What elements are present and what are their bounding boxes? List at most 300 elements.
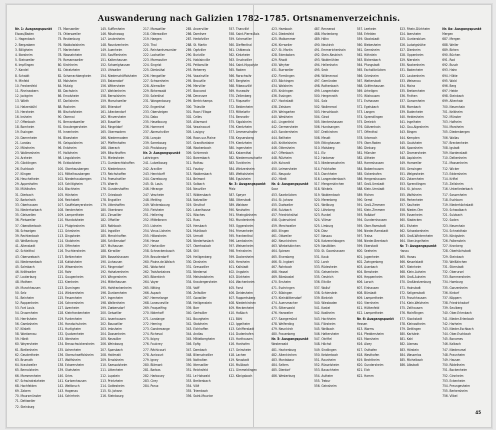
place-entry: 516. Langendernbach [314, 176, 346, 181]
place-entry: 115. Offenheim [57, 244, 81, 249]
place-entry: 463. Wiebelskirchen [271, 244, 301, 249]
section-heading: Nr. 6: Ausgangspunkt [356, 316, 394, 321]
place-entry: 205. Neuwiller [100, 337, 122, 342]
place-entry: 204. Dossenheim [100, 332, 126, 337]
place-entry: 686. Albstadt [399, 363, 419, 368]
place-entry: 24. Arzheim [15, 156, 33, 161]
place-entry: 190. Lixhausen [100, 259, 123, 264]
place-entry: 430. Weyher [271, 63, 290, 68]
place-entry: 662. Schwabenheim [399, 228, 429, 233]
place-entry: 652. Zotzenheim [399, 176, 424, 181]
place-entry: 500. Hergenroth [314, 94, 338, 99]
place-entry: 194. Mittelhausen [100, 280, 127, 285]
place-entry: Hanau [399, 249, 409, 254]
place-entry: 425. Maikammer [271, 37, 296, 42]
place-entry: 510. Molsberg [314, 145, 335, 150]
place-entry: 113. Dingsheim [57, 233, 81, 238]
place-entry: 175. Wœrth [100, 182, 118, 187]
place-entry: 200. Geiswiller [100, 311, 122, 316]
place-entry: 698. Steinbach [442, 94, 464, 99]
place-entry: 592. Klein-Zimmern [356, 208, 386, 213]
place-entry: 607. Einhausen [356, 285, 380, 290]
place-entry: 325. Urmatt [185, 233, 204, 238]
place-entry: 486. Westerburg [271, 373, 296, 378]
place-entry: 649. Horrweiler [399, 161, 422, 166]
place-entry: 679. Dettingen [399, 326, 422, 331]
place-entry: 228. Allenwiller [143, 83, 166, 88]
place-entry: 265. Nitting [143, 285, 161, 290]
place-entry: 208. Hattmatt [100, 352, 121, 357]
place-entry: 650. Gensingen [399, 166, 423, 171]
place-entry: 643. Bingen [399, 130, 417, 135]
place-entry: 173. Reichshoffen [100, 171, 127, 176]
place-entry: 588. Klein-Umstadt [356, 187, 385, 192]
place-entry: 469. Blieskastel [271, 275, 295, 280]
place-entry: 44. Niederseebach [15, 259, 42, 264]
place-entry: 74. Ottersweiler [57, 32, 81, 37]
place-entry: 60. Weyersheim [15, 342, 39, 347]
place-entry: 506. Hundsangen [314, 125, 340, 130]
place-entry: Elsass/Baden [15, 32, 34, 37]
place-entry: 253. Lixheim [143, 223, 162, 228]
place-entry: 246. Hérange [143, 187, 163, 192]
place-entry: 263. Biberkirch [143, 275, 165, 280]
index-column [442, 27, 483, 419]
section-heading: Nr. 4: Ausgangspunkt [271, 182, 309, 187]
place-entry: 137. Wolfisheim [57, 358, 81, 362]
place-entry: 114. Stutzheim [57, 239, 80, 244]
place-entry: 180. Oberbronn [100, 208, 124, 213]
place-entry: 301. Raon l'Etape [185, 109, 212, 114]
place-entry: 220. Thal [143, 42, 157, 47]
place-entry: 456. Sulzbach [271, 208, 292, 213]
place-entry: 177. Griesbach [100, 192, 123, 197]
place-entry: 396. Lambsheim [228, 239, 253, 244]
place-entry: 355. Triembach [185, 389, 208, 394]
place-entry: 282. Harbouey [143, 373, 165, 378]
place-entry: 309. Schirmeck [185, 151, 209, 156]
place-entry: 134. Breuschwickersheim [57, 342, 95, 347]
place-entry: 450. Leimersheim [271, 166, 298, 171]
place-entry: 727. Kronberg [442, 244, 463, 249]
place-entry: 415. Harthausen [228, 337, 253, 342]
place-entry: 501. Salz [314, 99, 328, 104]
place-entry: 91. Bernardsweiler [57, 120, 85, 125]
place-entry: 640. Heidesheim [399, 114, 424, 119]
place-entry: 336. Zellwiller [185, 290, 207, 295]
place-entry: 455. Dudweiler [271, 202, 294, 207]
place-entry: 284. Parux [143, 383, 159, 388]
place-entry: 560. Biebesheim [356, 42, 381, 47]
place-entry: 740. Ober-Erlenbach [442, 311, 472, 316]
place-entry: 14. Hatzenbühl [15, 104, 37, 109]
place-entry: 440. Westheim [271, 114, 293, 119]
place-entry: 140. Gries [57, 373, 73, 378]
place-entry: 288. St. Martin [185, 42, 208, 47]
place-entry: Westerwald [271, 342, 289, 347]
place-entry: 441. Lingenfeld [271, 120, 294, 125]
place-entry: 532. Lorch [314, 259, 330, 264]
place-entry: 593. Roßdorf [356, 213, 376, 218]
place-entry: 608. Bürstadt [356, 290, 377, 295]
place-entry: 520. Merenberg [314, 197, 337, 202]
place-entry: 211. Littenheim [100, 368, 124, 373]
place-entry: 261. Walscheid [143, 264, 165, 269]
place-entry: 234. Dabo [143, 114, 159, 119]
place-entry: 332. Niedernai [185, 270, 207, 275]
place-entry: 167. Pfaffenhofen [100, 140, 126, 145]
place-entry: 101. Mittelhausbergen [57, 171, 91, 176]
place-entry: 575. Dreieich [356, 120, 376, 125]
place-entry: 635. Bretzenheim [399, 89, 426, 94]
place-entry: 557. Leeheim [356, 27, 377, 31]
place-entry: 380. Ingersheim [228, 145, 253, 150]
place-entry: 531. Kaub [314, 254, 329, 259]
place-entry: 136. Oberschaeffolsheim [57, 352, 94, 357]
place-entry: 721. Sulzbach [442, 213, 463, 218]
place-entry: Lothringen [143, 156, 159, 161]
place-entry: 720. Schwalbach [442, 208, 467, 213]
place-entry: 505. Nentershausen [314, 120, 344, 125]
place-entry: 345. Mittelbergheim [185, 337, 215, 342]
place-entry: 559. Stockstadt [356, 37, 380, 42]
place-entry: 161. Alteckendorf [100, 109, 126, 114]
place-entry: 163. Buswiller [100, 120, 121, 125]
place-entry: 746. Kalbach [442, 342, 461, 347]
place-entry: 176. Gundershoffen [100, 187, 129, 192]
place-entry: 485. Dierdorf [271, 368, 291, 373]
place-entry: 522. Löhnberg [314, 208, 335, 213]
place-entry: 747. Niederursel [442, 347, 467, 352]
place-entry: 344. Andlau [185, 332, 204, 337]
place-entry: 435. Knöringen [271, 89, 294, 94]
place-entry: 154. Niederschäffolsheim [100, 73, 138, 78]
place-entry: 702. Münster [442, 114, 462, 119]
place-entry: 398. Freinsheim [228, 249, 252, 254]
place-entry: 57. Kilstett [15, 326, 31, 331]
place-entry: 294. Vaxainville [185, 73, 209, 78]
place-entry: 70. Maursmünster [15, 394, 42, 399]
place-entry: 169. Bitschhoffen [100, 151, 126, 156]
place-entry: 109. Lampertheim [57, 213, 85, 218]
place-entry: 371. Riquewihr [228, 99, 251, 104]
place-entry: 630. Nackenheim [399, 63, 425, 68]
place-entry: 27. Klingen [15, 171, 32, 176]
place-entry: 417. Geinsheim [228, 347, 252, 352]
place-entry: 148. Rountzenheim [100, 42, 129, 47]
place-entry: 317. Wildersbach [185, 192, 211, 197]
place-entry: 244. Garrebourg [143, 176, 167, 181]
place-entry: 39. Rechtenbach [15, 233, 40, 238]
place-entry: 250. Fleisheim [143, 208, 165, 213]
place-entry: 286. Domèvre [185, 32, 207, 37]
place-entry: 178. Engwiller [100, 197, 121, 202]
place-entry: 737. Köppern [442, 295, 462, 300]
place-entry: 668. Klein-Auheim [399, 270, 426, 275]
place-entry: 610. Viernheim [356, 301, 379, 306]
place-entry: 216. Steinbourg [100, 394, 124, 399]
place-entry: 348. Blienschwiller [185, 352, 213, 357]
place-entry: 414. Dudenhofen [228, 332, 254, 337]
place-entry: 327. Oberhaslach [185, 244, 212, 249]
place-entry: 523. Runkel [314, 213, 331, 218]
place-entry: 340. Gertwiller [185, 311, 208, 316]
place-entry: 226. Hengwiller [143, 73, 166, 78]
place-entry: 413. Schifferstadt [228, 326, 255, 331]
place-entry: 156. Wittersheim [100, 83, 126, 88]
place-entry: 483. Montabaur [271, 358, 295, 362]
place-entry: 130. Handschuheim [57, 321, 87, 326]
place-entry: 480. Frauenberg [271, 332, 295, 337]
place-entry: 578. Urberach [356, 135, 378, 140]
place-entry: 481. Hachenburg [271, 347, 297, 352]
place-entry: 210. Saessolsheim [100, 363, 128, 368]
place-entry: 202. Bouxwiller [100, 321, 123, 326]
place-entry: 121. Gougenheim [57, 275, 84, 280]
place-entry: 400. Herxheim [228, 259, 250, 264]
place-entry: 703. Hofheim [442, 120, 462, 125]
place-entry: 291. Hablainville [185, 58, 210, 63]
place-entry: 142. Weitbruch [57, 383, 80, 388]
place-entry: 206. Weinbourg [100, 342, 124, 347]
place-entry: 620. Gundersheim [356, 363, 384, 368]
place-entry: 434. Walsheim [271, 83, 293, 88]
place-entry: 499. Langenhahn [314, 89, 340, 94]
section-heading: Nr. 8a: Ausgangspunkt [442, 27, 482, 31]
place-entry: 561. Gernsheim [356, 47, 380, 52]
place-entry: 96. Entzheim [57, 145, 77, 150]
place-entry: 438. Zeiskam [271, 104, 291, 109]
place-entry: 72. Steinburg [15, 404, 35, 409]
index-column [143, 27, 184, 419]
place-entry: 269. Fraquelfing [143, 306, 167, 311]
place-entry: 191. Ringendorf [100, 264, 124, 269]
place-entry: 513. Niederzeuzheim [314, 161, 345, 166]
place-entry: 271. Landange [143, 316, 165, 321]
place-entry: 373. Mittelwihr [228, 109, 251, 114]
place-entry: 139. Olwisheim [57, 368, 80, 373]
place-entry: 50. Selz [15, 290, 27, 295]
place-entry: 255. Hilbesheim [143, 233, 167, 238]
place-entry: 86. Ernolsheim [57, 94, 80, 99]
place-entry: 209. Ernolsheim [100, 358, 124, 362]
place-entry: 681. Kahl [399, 337, 414, 342]
place-entry: 158. Bernolsheim [100, 94, 126, 99]
place-entry: 701. Kelkheim [442, 109, 463, 114]
place-entry: 515. Dorchheim [314, 171, 338, 176]
place-entry: 411. Böhl [228, 316, 243, 321]
place-entry: 388. Otterstadt [228, 197, 251, 202]
place-entry: 46. Kröttweiler [15, 270, 37, 275]
place-entry: 141. Kurtzenhausen [57, 378, 87, 383]
place-entry: 42. Schleithal [15, 249, 35, 254]
place-entry: 594. Gundernhausen [356, 218, 387, 223]
place-entry: 314. Belmont [185, 176, 206, 181]
place-entry: 352. Le Hohwald [185, 373, 210, 378]
place-entry: 709. Nordenstadt [442, 151, 468, 156]
place-entry: 363. Orschwiller [228, 58, 252, 63]
place-entry: 697. Heide [442, 89, 458, 94]
place-entry: 682. Alzenau [399, 342, 419, 347]
place-entry: 512. Hadamar [314, 156, 335, 161]
place-entry: 391. Rheingönheim [228, 213, 257, 218]
place-entry: 632. Laubenheim [399, 73, 425, 78]
place-entry: 529. Nastätten [314, 244, 336, 249]
place-entry: 646. Sponsheim [399, 145, 423, 150]
place-entry: 75. Reutenburg [57, 37, 80, 42]
place-entry: 193. Wingersheim [100, 275, 127, 280]
place-entry: 739. Seulberg [442, 306, 463, 311]
place-entry: 752. Ginnheim [442, 373, 464, 378]
place-entry: 569. Arheilgen [356, 89, 378, 94]
place-entry: 464. Spiesen [271, 249, 290, 254]
place-entry: 675. Zellhausen [399, 306, 423, 311]
place-entry: 259. Brouderdorff [143, 254, 169, 259]
place-entry: 667. Steinheim [399, 264, 422, 269]
index-column [15, 27, 56, 419]
place-entry: 100. Oberhausbergen [57, 166, 89, 171]
place-entry: 102. Niederhausbergen [57, 176, 92, 181]
place-entry: 160. Ettendorf [100, 104, 122, 109]
place-entry: 372. Beblenheim [228, 104, 254, 109]
place-entry: 153. Uhlweiler [100, 68, 122, 73]
place-entry: 734. Homburg [442, 280, 463, 285]
place-entry: 613. Worms [356, 326, 374, 331]
place-entry: 171. Gumbrechtshoffen [100, 161, 135, 166]
place-entry: 350. Itterswiller [185, 363, 209, 368]
place-entry: 612. Lampertheim [356, 311, 384, 316]
place-entry: 293. Reherrey [185, 68, 207, 73]
place-entry: 409. Meckenheim [228, 306, 255, 311]
place-entry: 217. Monswiller [143, 27, 166, 31]
place-entry: 195. Hohfrankenheim [100, 285, 132, 290]
place-entry: 53. Fort Louis [15, 306, 35, 311]
place-entry: 738. Friedrichsdorf [442, 301, 470, 306]
document-page [6, 4, 492, 428]
place-entry: 270. Niderhoff [143, 311, 164, 316]
place-entry: 730. Weißkirchen [442, 259, 468, 264]
place-entry: 351. Reichsfeld [185, 368, 208, 373]
place-entry: 51. Beinheim [15, 295, 34, 300]
place-entry: 564. Pfungstadt [356, 63, 380, 68]
place-entry: 459. Merchweiler [271, 223, 297, 228]
place-entry: 311. Rothau [185, 161, 204, 166]
place-entry: 155. Batzendorf [100, 78, 124, 83]
place-entry: 685. Michelbach [399, 358, 424, 362]
place-entry: 647. Dromersheim [399, 151, 427, 156]
place-entry: 328. Still [185, 249, 199, 254]
place-entry: 174. Frœschwiller [100, 176, 126, 181]
place-entry: 567. Weiterstadt [356, 78, 381, 83]
place-entry: 354. Villé [185, 383, 200, 388]
place-entry: 61. Bietlenheim [15, 347, 38, 352]
place-entry: 750. Rödelheim [442, 363, 465, 368]
place-entry: 728. Oberhöchstadt [442, 249, 471, 254]
place-entry: 637. Gonsenheim [399, 99, 425, 104]
place-entry: 749. Hausen [442, 358, 461, 362]
place-entry: 337. Goxwiller [185, 295, 207, 300]
place-entry: 233. Obersteigen [143, 109, 169, 114]
place-entry: 279. Igney [143, 358, 159, 362]
place-entry: 299. Bertrichamps [185, 99, 213, 104]
place-entry: 621. Eich [356, 368, 371, 373]
place-entry: 412. Iggelheim [228, 321, 251, 326]
place-entry: 741. Nieder-Erlenbach [442, 316, 475, 321]
place-entry: 586. Hergershausen [356, 176, 386, 181]
place-entry: 252. Mittelbronn [143, 218, 167, 223]
place-entry: 572. Egelsbach [356, 104, 379, 109]
place-entry: 521. Weilburg [314, 202, 334, 207]
place-entry: 66. Mommenheim [15, 373, 42, 378]
place-entry: 215. St. Johann [100, 389, 123, 394]
place-entry: 224. Singrist [143, 63, 162, 68]
place-entry: 312. Fouday [185, 166, 204, 171]
place-entry: 147. Leutenheim [100, 37, 125, 42]
place-entry: 63. Brumath [15, 358, 33, 362]
place-entry: 498. Rothenbach [314, 83, 339, 88]
place-entry: 362. Kintzheim [228, 52, 251, 57]
place-entry: 395. Frankenthal [228, 233, 253, 238]
place-entry: 201. Issenhausen [100, 316, 126, 321]
place-entry: 503. Herschbach [314, 109, 339, 114]
place-entry: 105. Hönheim [57, 192, 78, 197]
place-entry: Saar [271, 187, 278, 192]
place-entry: 401. Kallstadt [228, 264, 249, 269]
place-entry: 126. Schnersheim [57, 301, 84, 306]
place-entry: 717. Sossenheim [442, 192, 467, 197]
place-entry: 429. Rhodt [271, 58, 288, 63]
place-entry: 179. Uttenhoffen [100, 202, 125, 207]
place-entry: 133. Ittenheim [57, 337, 79, 342]
place-entry: 375. Sigolsheim [228, 120, 252, 125]
place-entry: 597. Traisa [356, 233, 373, 238]
place-entry: 547. Okriftel [314, 337, 332, 342]
place-entry: 187. Mulhausen [100, 244, 124, 249]
place-entry: 232. Engenthal [143, 104, 165, 109]
place-entry: 165. Obermodern [100, 130, 126, 135]
place-entry: 526. Diez [314, 228, 328, 233]
place-entry: 393. Oggersheim [228, 223, 254, 228]
place-entry: 683. Hörstein [399, 347, 419, 352]
place-entry: 23. Wollmesheim [15, 151, 40, 156]
place-entry: 219. Haegen [143, 37, 162, 42]
place-entry: 732. Oberursel [442, 270, 464, 275]
place-entry: 451. Neupotz [271, 171, 291, 176]
place-entry: 281. Barbas [143, 368, 161, 373]
place-entry: 117. Behlenheim [57, 254, 83, 259]
place-entry: 221. Reinhardsmunster [143, 47, 177, 52]
place-entry: 751. Bockenheim [442, 368, 468, 373]
place-entry: 245. St. Louis [143, 182, 163, 187]
place-entry: 704. Marxheim [442, 125, 464, 130]
place-entry: 127. Avenheim [57, 306, 80, 311]
place-entry: 611. Hüttenfeld [356, 306, 380, 311]
place-entry: 304. Vexaincourt [185, 125, 211, 130]
place-entry: 444. Bellheim [271, 135, 292, 140]
place-entry: 568. Gräfenhausen [356, 83, 385, 88]
place-entry: 85. Dachstein [57, 89, 78, 94]
place-entry: 692. Busch [442, 63, 459, 68]
place-entry: 374. Bennwihr [228, 114, 250, 119]
place-entry: 519. Waldernbach [314, 192, 341, 197]
place-entry: 257. Hartzviller [143, 244, 166, 249]
place-entry: 439. Weingarten [271, 109, 296, 114]
place-entry: 462. Neunkirchen [271, 239, 297, 244]
place-entry: 49. Munchhausen [15, 285, 41, 290]
place-entry: 693. Hahn [442, 68, 458, 73]
place-entry: 756. Vilbel [442, 394, 458, 399]
place-entry: 402. Ungstein [228, 270, 249, 275]
